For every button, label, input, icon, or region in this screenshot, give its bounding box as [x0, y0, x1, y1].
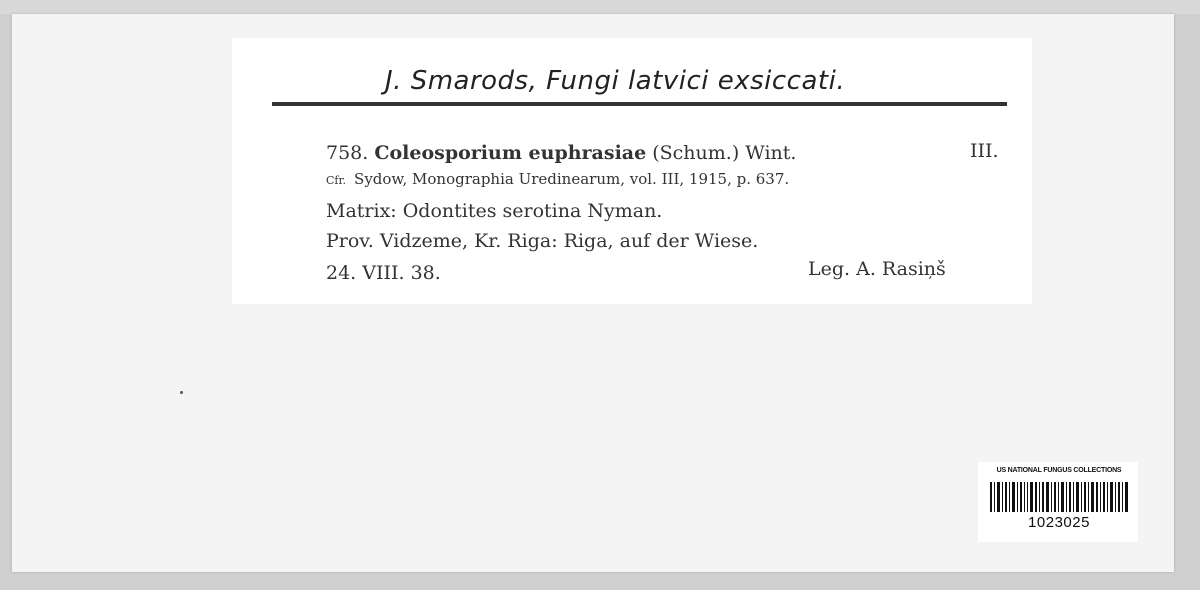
- spore-stage: III.: [970, 140, 999, 162]
- specimen-number: 758.: [326, 142, 369, 164]
- taxon-line: [326, 142, 796, 164]
- taxon-authority: (Schum.) Wint.: [652, 142, 797, 164]
- specimen-mark: [180, 391, 183, 394]
- collection-date: 24. VIII. 38.: [326, 262, 441, 284]
- taxon-name: Coleosporium euphrasiae: [374, 142, 647, 164]
- barcode-bars: [990, 482, 1130, 512]
- background-edge: [0, 0, 1200, 14]
- barcode-institution: US NATIONAL FUNGUS COLLECTIONS: [996, 467, 1122, 474]
- collector-name: Leg. A. Rasiņš: [808, 258, 946, 280]
- citation-line: [326, 170, 789, 188]
- label-header: J. Smarods, Fungi latvici exsiccati.: [385, 66, 846, 96]
- barcode-number: 1023025: [1028, 514, 1090, 531]
- citation-text: Sydow, Monographia Uredinearum, vol. III, 1915, p. 637.: [354, 170, 790, 188]
- locality-line: Prov. Vidzeme, Kr. Riga: Riga, auf der Wiese.: [326, 230, 759, 252]
- citation-prefix: Cfr.: [326, 174, 347, 187]
- header-rule: [272, 102, 1007, 106]
- matrix-line: Matrix: Odontites serotina Nyman.: [326, 200, 663, 222]
